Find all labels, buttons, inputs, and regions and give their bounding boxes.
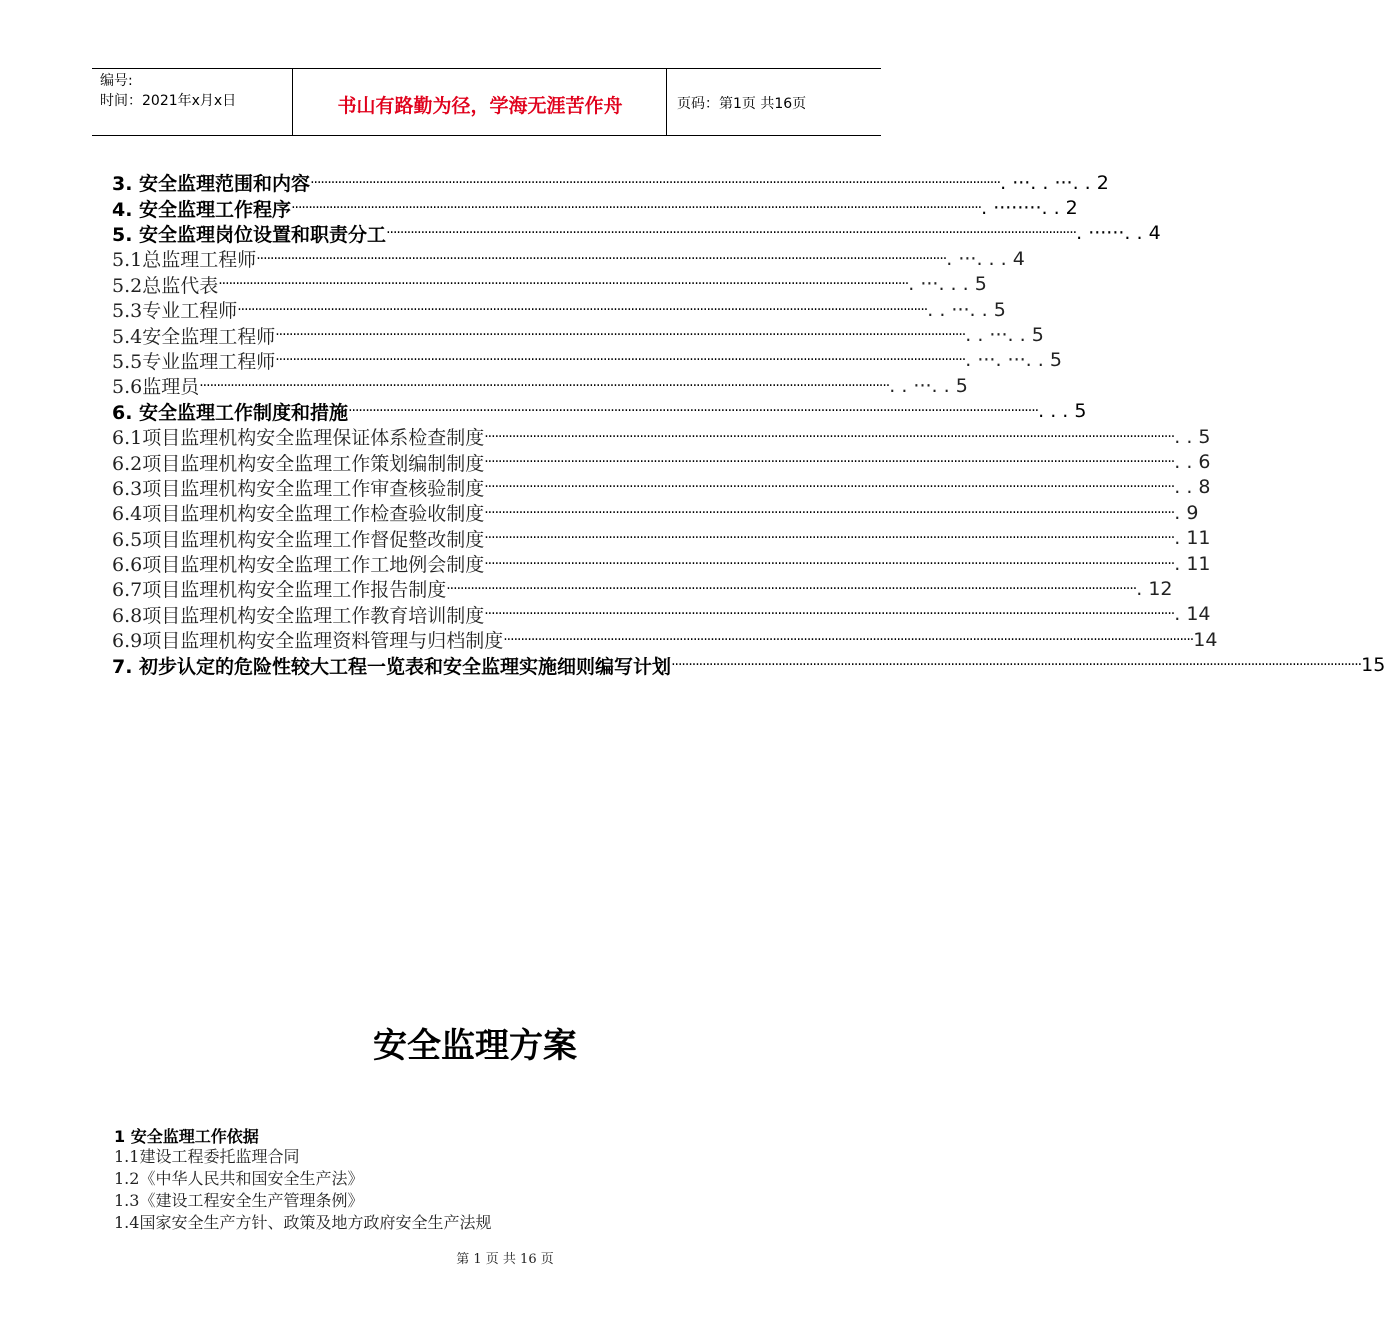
toc-dot-leader: ········································································································································································································ <box>275 352 966 369</box>
toc-dot-leader: ········································································································································································································ <box>275 327 966 344</box>
table-of-contents <box>112 170 1385 678</box>
header-page-info: 页码：第1页 共16页 <box>677 96 807 112</box>
toc-entry-title: 4. 安全监理工作程序 <box>112 198 292 221</box>
toc-entry[interactable] <box>112 348 1062 373</box>
section-heading: 1 安全监理工作依据 <box>114 1127 259 1146</box>
toc-entry-page: . ···. ···. . 5 <box>965 349 1062 372</box>
document-title: 安全监理方案 <box>373 1026 577 1066</box>
header-divider <box>666 69 667 135</box>
toc-entry[interactable] <box>112 373 968 399</box>
toc-entry-page: . . 5 <box>1174 425 1211 448</box>
toc-entry-page: . ········. . 2 <box>981 197 1078 220</box>
section-item: 1.3《建设工程安全生产管理条例》 <box>114 1191 364 1210</box>
toc-entry[interactable] <box>112 297 1006 323</box>
toc-entry[interactable] <box>112 602 1211 627</box>
toc-dot-leader: ········································································································································································································ <box>503 631 1194 648</box>
toc-entry-title: 7. 初步认定的危险性较大工程一览表和安全监理实施细则编写计划 <box>112 655 672 678</box>
toc-dot-leader: ········································································································································································································ <box>256 250 947 267</box>
toc-entry[interactable] <box>112 246 1025 272</box>
toc-entry-title: 6.4项目监理机构安全监理工作检查验收制度 <box>112 503 485 526</box>
toc-entry-title: 5.1总监理工程师 <box>112 249 257 272</box>
page-footer: 第 1 页 共 16 页 <box>456 1252 554 1267</box>
toc-dot-leader: ········································································································································································································ <box>446 580 1137 597</box>
toc-dot-leader: ········································································································································································································ <box>310 174 1001 191</box>
toc-entry-page: . . ···. . 5 <box>889 374 968 397</box>
toc-dot-leader: ········································································································································································································ <box>484 530 1175 547</box>
toc-entry-title: 6.6项目监理机构安全监理工作工地例会制度 <box>112 554 485 577</box>
toc-entry-title: 6.2项目监理机构安全监理工作策划编制制度 <box>112 452 485 475</box>
time-label: 时间：2021年x月x日 <box>100 93 237 109</box>
toc-dot-leader: ········································································································································································································ <box>484 555 1175 572</box>
toc-entry-page: . 9 <box>1174 501 1199 524</box>
toc-entry[interactable] <box>112 272 987 297</box>
toc-entry-page: . 11 <box>1174 527 1211 550</box>
page-header <box>92 68 881 136</box>
section-item: 1.4国家安全生产方针、政策及地方政府安全生产法规 <box>114 1213 492 1232</box>
toc-entry-page: . ······. . 4 <box>1076 222 1161 245</box>
toc-entry[interactable] <box>112 399 1087 424</box>
toc-entry-page: . ···. . . 5 <box>908 273 987 296</box>
toc-entry[interactable] <box>112 652 1385 678</box>
toc-dot-leader: ········································································································································································································ <box>199 377 890 394</box>
toc-dot-leader: ········································································································································································································ <box>484 479 1175 496</box>
toc-entry-title: 5.3专业工程师 <box>112 300 238 323</box>
toc-entry[interactable] <box>112 475 1211 500</box>
toc-dot-leader: ········································································································································································································ <box>218 276 909 293</box>
toc-entry[interactable] <box>112 424 1211 450</box>
toc-entry-title: 6.1项目监理机构安全监理保证体系检查制度 <box>112 427 485 450</box>
toc-entry[interactable] <box>112 170 1109 196</box>
toc-entry[interactable] <box>112 500 1199 526</box>
toc-entry-page: . . ···. . 5 <box>927 298 1006 321</box>
toc-entry-title: 6.7项目监理机构安全监理工作报告制度 <box>112 579 447 602</box>
toc-dot-leader: ········································································································································································································ <box>484 428 1175 445</box>
section-item: 1.2《中华人民共和国安全生产法》 <box>114 1169 364 1188</box>
toc-entry-page: . . 8 <box>1174 476 1211 499</box>
toc-entry-title: 5.6监理员 <box>112 376 200 399</box>
toc-entry-page: 15 <box>1361 654 1385 677</box>
toc-entry-page: . 14 <box>1174 603 1211 626</box>
toc-dot-leader: ········································································································································································································ <box>348 403 1039 420</box>
toc-dot-leader: ········································································································································································································ <box>484 453 1175 470</box>
toc-entry-page: 14 <box>1193 628 1218 651</box>
toc-entry-title: 6. 安全监理工作制度和措施 <box>112 401 349 424</box>
toc-entry-page: . . . 5 <box>1038 400 1087 423</box>
toc-entry[interactable] <box>112 221 1161 246</box>
toc-entry-title: 5.4安全监理工程师 <box>112 325 276 348</box>
toc-entry-title: 5.5专业监理工程师 <box>112 350 276 373</box>
header-divider <box>292 69 293 135</box>
toc-entry-title: 6.9项目监理机构安全监理资料管理与归档制度 <box>112 630 504 653</box>
toc-entry[interactable] <box>112 576 1173 602</box>
header-motto: 书山有路勤为径，学海无涯苦作舟 <box>337 95 623 117</box>
toc-entry-page: . ···. . ···. . 2 <box>1000 171 1109 194</box>
toc-entry-title: 6.5项目监理机构安全监理工作督促整改制度 <box>112 528 485 551</box>
toc-entry-page: . 12 <box>1136 577 1173 600</box>
toc-entry-title: 6.3项目监理机构安全监理工作审查核验制度 <box>112 477 485 500</box>
toc-entry-page: . . 6 <box>1174 450 1211 473</box>
toc-entry[interactable] <box>112 322 1044 348</box>
serial-number-label: 编号: <box>100 73 133 89</box>
toc-entry-page: . . ···. . 5 <box>965 324 1044 347</box>
toc-entry[interactable] <box>112 195 1078 221</box>
section-item: 1.1建设工程委托监理合同 <box>114 1147 300 1166</box>
toc-dot-leader: ········································································································································································································ <box>237 301 928 318</box>
toc-entry[interactable] <box>112 525 1211 551</box>
toc-entry-page: . 11 <box>1174 552 1211 575</box>
toc-entry-page: . ···. . . 4 <box>946 247 1025 270</box>
toc-entry-title: 6.8项目监理机构安全监理工作教育培训制度 <box>112 604 485 627</box>
toc-entry[interactable] <box>112 627 1218 653</box>
section-item-list <box>114 1146 491 1234</box>
toc-dot-leader: ········································································································································································································ <box>671 657 1362 674</box>
toc-dot-leader: ········································································································································································································ <box>484 504 1175 521</box>
header-meta <box>100 71 236 111</box>
toc-entry-title: 3. 安全监理范围和内容 <box>112 173 311 196</box>
toc-entry[interactable] <box>112 551 1211 577</box>
toc-dot-leader: ········································································································································································································ <box>484 606 1175 623</box>
toc-entry-title: 5.2总监代表 <box>112 274 219 297</box>
toc-entry[interactable] <box>112 449 1211 475</box>
toc-dot-leader: ········································································································································································································ <box>386 225 1077 242</box>
toc-entry-title: 5. 安全监理岗位设置和职责分工 <box>112 223 387 246</box>
toc-dot-leader: ········································································································································································································ <box>291 200 982 217</box>
